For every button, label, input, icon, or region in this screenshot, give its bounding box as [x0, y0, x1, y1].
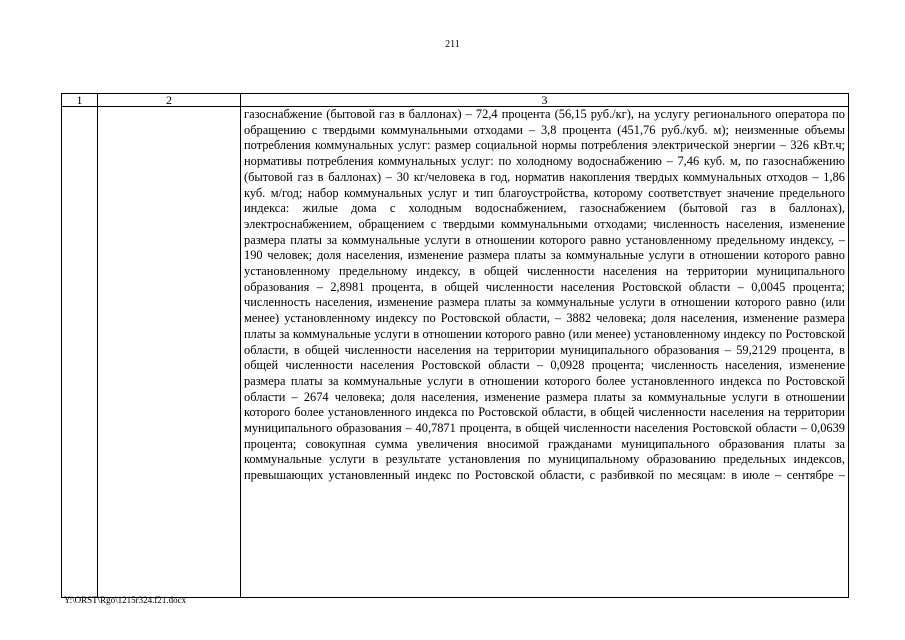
column-header-1: 1: [62, 94, 98, 107]
cell-column-1: [62, 107, 98, 598]
column-header-3: 3: [241, 94, 849, 107]
body-paragraph: газоснабжение (бытовой газ в баллонах) – 72,4 процента (56,15 руб./кг), на услугу регионального оператора по обращению с твердыми коммунальными отходами – 3,8 процента (451,76 руб./куб. м); неизменные объемы потребления коммунальных услуг: размер социальной нормы потребления электрической энергии – 326 кВт.ч; нормативы потребления коммунальных услуг: по холодному водоснабжению – 7,46 куб. м, по газоснабжению (бытовой газ в баллонах) – 30 кг/человека в год, норматив накопления твердых коммунальных отходов – 1,86 куб. м/год; набор коммунальных услуг и тип благоустройства, которому соответствует значение предельного индекса: жилые дома с холодным водоснабжением, газоснабжением (бытовой газ в баллонах), электроснабжением, обращением с твердыми коммунальными отходами; численность населения, изменение размера платы за коммунальные услуги в отношении которого равно установленному предельному индексу, – 190 человек; доля населения, изменение размера платы за коммунальные услуги в отношении которого равно установленному предельному индексу, в общей численности населения на территории муниципального образования – 2,8981 процента, в общей численности населения Ростовской области – 0,0045 процента; численность населения, изменение размера платы за коммунальные услуги в отношении которого равно (или менее) установленному индексу по Ростовской области, – 3882 человека; доля населения, изменение размера платы за коммунальные услуги в отношении которого равно (или менее) установленному индексу по Ростовской области, в общей численности населения на территории муниципального образования – 59,2129 процента, в общей численности населения Ростовской области – 0,0928 процента; численность населения, изменение размера платы за коммунальные услуги в отношении которого более установленного индекса по Ростовской области – 2674 человека; доля населения, изменение размера платы за коммунальные услуги в отношении которого более установленного индекса по Ростовской области, в общей численности населения на территории муниципального образования – 40,7871 процента, в общей численности населения Ростовской области – 0,0639 процента; совокупная сумма увеличения вносимой гражданами муниципального образования платы за коммунальные услуги в результате установления по муниципальному образованию предельных индексов, превышающих установленный индекс по Ростовской области, с разбивкой по месяцам: в июле – сентябре –: [244, 107, 845, 483]
cell-column-3: [241, 107, 849, 598]
cell-column-2: [98, 107, 241, 598]
page-number: 211: [445, 39, 460, 50]
column-header-2: 2: [98, 94, 241, 107]
table-header-row: [62, 94, 849, 107]
document-table: [61, 93, 849, 598]
table-row: [62, 107, 849, 598]
footer-file-path: Y:\ORST\Rgo\1215r324.f21.docx: [64, 595, 187, 605]
